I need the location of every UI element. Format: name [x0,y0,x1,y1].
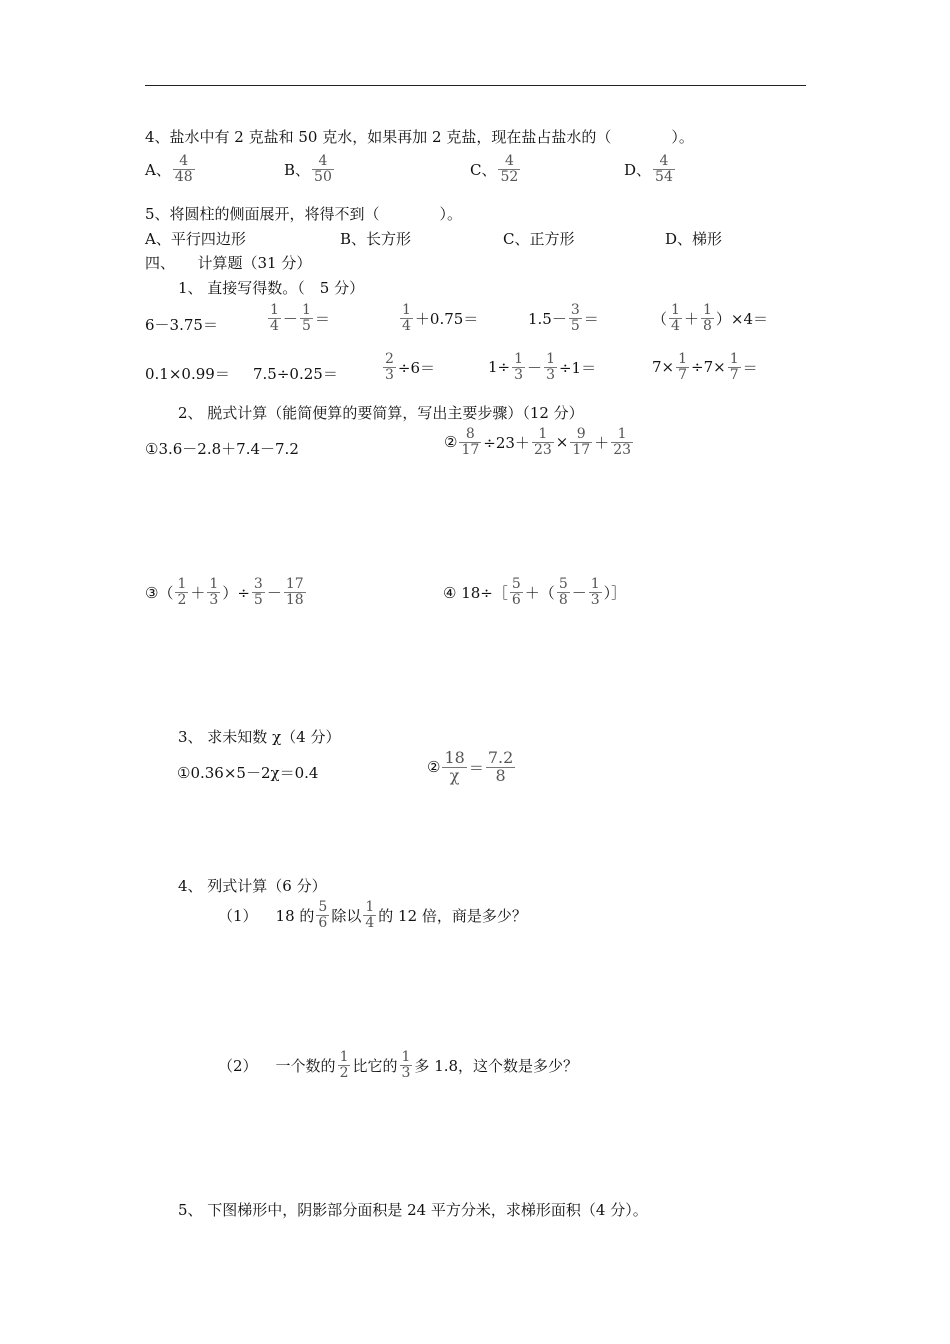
direct-r2-e5: 7× $\frac{1}{7}$ ÷7× $\frac{1}{7}$ ＝ [652,351,758,383]
detach-p3: ③（ $\frac{1}{2}$ ＋ $\frac{1}{3}$ ）÷ $\frac{3}{5}$ － $\frac{17}{18}$ [145,576,304,608]
trapezoid-title: 5、 下图梯形中，阴影部分面积是 24 平方分米，求梯形面积（4 分）。 [178,1201,648,1219]
formula-p1: （1） 18 的 $\frac{5}{6}$ 除以 $\frac{1}{4}$ 的 12 倍，商是多少？ [218,899,527,931]
direct-r2-e4: 1÷ $\frac{1}{3}$ － $\frac{1}{3}$ ÷1＝ [488,351,597,383]
q5-option-d: D、梯形 [665,230,723,248]
detach-p2: ② $\frac{8}{17}$ ÷23＋ $\frac{1}{23}$ × $\frac{9}{17}$ ＋ $\frac{1}{23}$ [444,426,632,458]
q4-option-c: C、 $\frac{4}{52}$ [470,153,519,185]
q4-question: 4、盐水中有 2 克盐和 50 克水，如果再加 2 克盐，现在盐占盐水的（ ）。 [145,128,694,146]
direct-r1-e3: $\frac{1}{4}$ ＋0.75＝ [402,302,479,334]
direct-title: 1、 直接写得数。（ 5 分） [178,279,365,297]
unknown-p2: ② $\frac{18}{\chi}$ ＝ $\frac{7.2}{8}$ [427,748,514,785]
formula-p2: （2） 一个数的 $\frac{1}{2}$ 比它的 $\frac{1}{3}$ 多 1.8，这个数是多少？ [218,1049,579,1081]
detach-p1: ①3.6－2.8＋7.4－7.2 [145,440,299,458]
unknown-title: 3、 求未知数 χ（4 分） [178,728,341,746]
formula-title: 4、 列式计算（6 分） [178,877,327,895]
q5-question: 5、将圆柱的侧面展开，将得不到（ ）。 [145,205,463,223]
direct-r2-e3: $\frac{2}{3}$ ÷6＝ [385,351,436,383]
q4-option-b: B、 $\frac{4}{50}$ [284,153,332,185]
q4-option-d: D、 $\frac{4}{54}$ [624,153,673,185]
section-title: 四、 计算题（31 分） [145,254,312,272]
unknown-p1: ①0.36×5－2χ＝0.4 [177,764,319,782]
q4-option-a: A、 $\frac{4}{48}$ [145,153,193,185]
q5-option-a: A、平行四边形 [145,230,246,248]
header-rule [145,85,806,86]
direct-r2-e1: 0.1×0.99＝ [145,365,230,383]
direct-r1-e4: 1.5－ $\frac{3}{5}$ ＝ [528,302,599,334]
q5-option-b: B、长方形 [340,230,412,248]
detach-title: 2、 脱式计算（能简便算的要简算，写出主要步骤）（12 分） [178,404,584,422]
direct-r1-e5: （ $\frac{1}{4}$ ＋ $\frac{1}{8}$ ）×4＝ [652,302,768,334]
q5-option-c: C、正方形 [503,230,575,248]
direct-r1-e2: $\frac{1}{4}$ － $\frac{1}{5}$ ＝ [270,302,330,334]
detach-p4: ④ 18÷［ $\frac{5}{6}$ ＋（ $\frac{5}{8}$ － $\frac{1}{3}$ ）］ [443,576,627,608]
direct-r2-e2: 7.5÷0.25＝ [253,365,338,383]
direct-r1-e1: 6－3.75＝ [145,316,218,334]
